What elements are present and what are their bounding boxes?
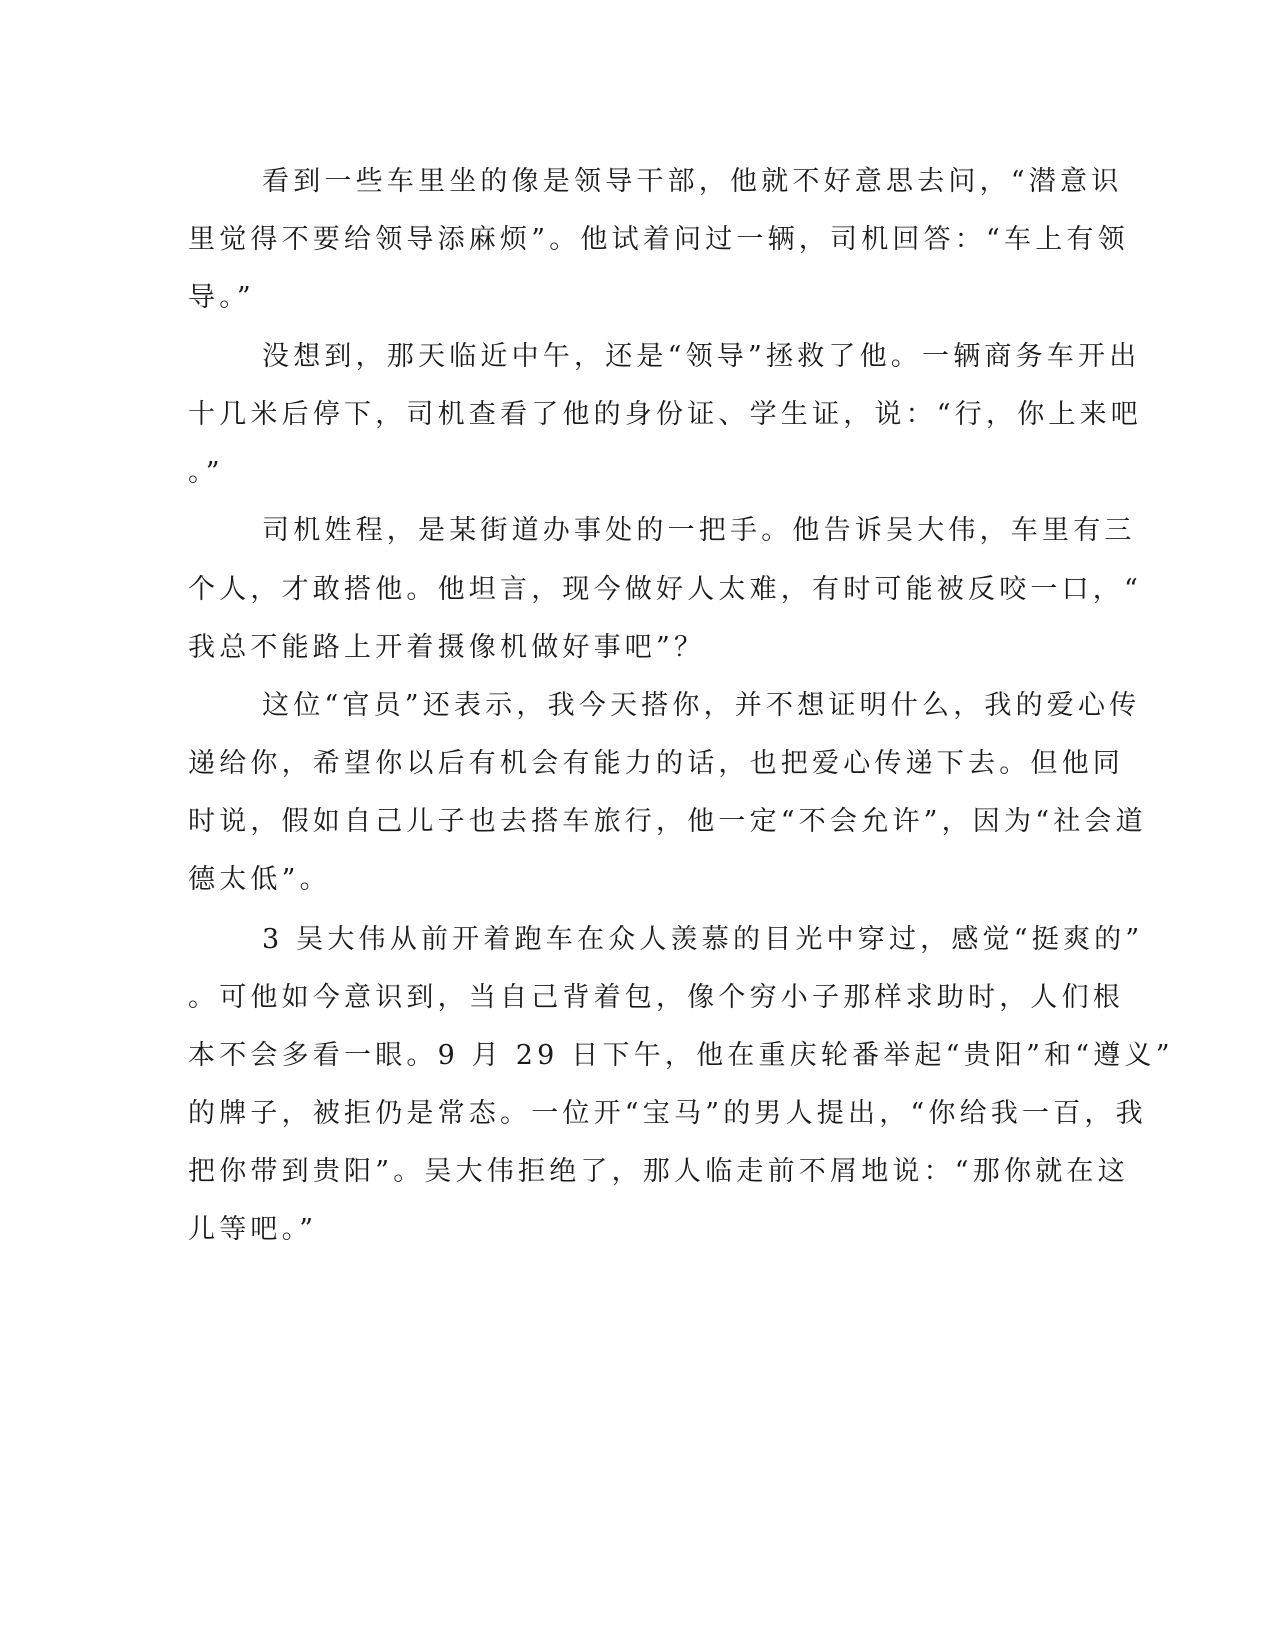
text-line: 司机姓程，是某街道办事处的一把手。他告诉吴大伟，车里有三 (262, 515, 1136, 546)
text-line: 个人，才敢搭他。他坦言，现今做好人太难，有时可能被反咬一口，“ (188, 574, 1143, 605)
text-line: 导。” (188, 282, 255, 313)
text-line: 德太低”。 (188, 864, 331, 895)
text-line: 的牌子，被拒仍是常态。一位开“宝马”的男人提出，“你给我一百，我 (188, 1098, 1147, 1129)
text-line: 看到一些车里坐的像是领导干部，他就不好意思去问，“潜意识 (262, 166, 1123, 197)
text-line: 。可他如今意识到，当自己背着包，像个穷小子那样求助时，人们根 (188, 982, 1124, 1013)
text-line: 3 吴大伟从前开着跑车在众人羡慕的目光中穿过，感觉“挺爽的” (262, 924, 1144, 955)
text-line: 里觉得不要给领导添麻烦”。他试着问过一辆，司机回答：“车上有领 (188, 224, 1129, 255)
text-line: 时说，假如自己儿子也去搭车旅行，他一定“不会允许”，因为“社会道 (188, 806, 1147, 837)
text-line: 本不会多看一眼。9 月 29 日下午，他在重庆轮番举起“贵阳”和“遵义” (188, 1040, 1174, 1071)
text-line: 把你带到贵阳”。吴大伟拒绝了，那人临走前不屑地说：“那你就在这 (188, 1156, 1129, 1187)
text-line: 儿等吧。” (188, 1214, 318, 1245)
text-line: 十几米后停下，司机查看了他的身份证、学生证，说：“行，你上来吧 (188, 399, 1143, 430)
text-line: 没想到，那天临近中午，还是“领导”拯救了他。一辆商务车开出 (262, 341, 1141, 372)
text-line: 我总不能路上开着摄像机做好事吧”？ (188, 632, 706, 663)
text-line: 。” (188, 457, 224, 488)
text-line: 递给你，希望你以后有机会有能力的话，也把爱心传递下去。但他同 (188, 748, 1124, 779)
text-line: 这位“官员”还表示，我今天搭你，并不想证明什么，我的爱心传 (262, 690, 1141, 721)
